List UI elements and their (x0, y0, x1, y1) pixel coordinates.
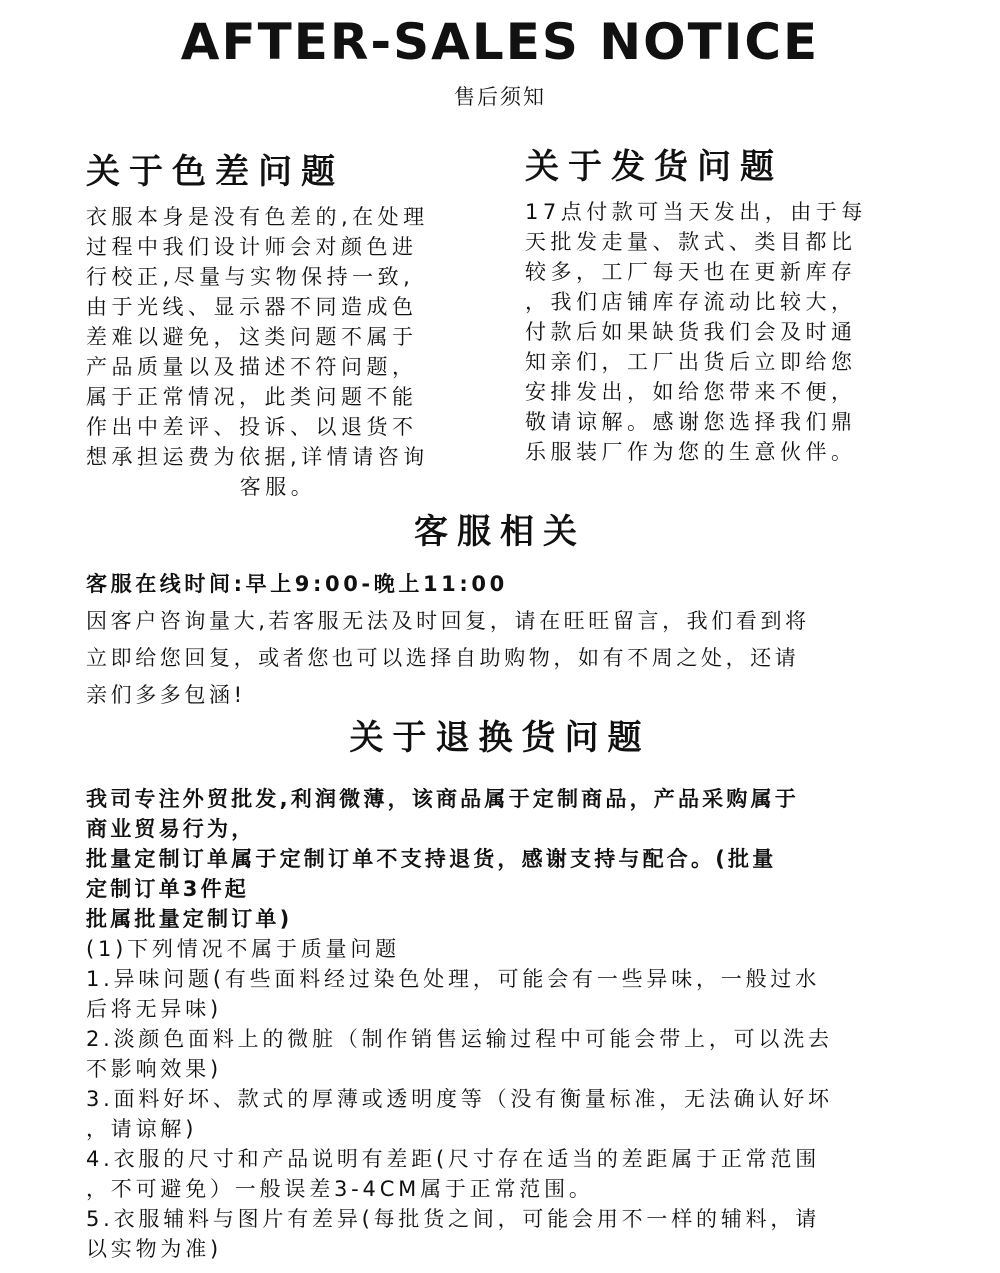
shipping-text-line: 知亲们，工厂出货后立即给您 (525, 350, 857, 374)
return-condition-line: 不影响效果) (86, 1057, 222, 1081)
color-text-line: 差难以避免，这类问题不属于 (86, 325, 418, 349)
service-hours: 客服在线时间:早上9:00-晚上11:00 (86, 572, 508, 596)
return-condition-line: 3.面料好坏、款式的厚薄或透明度等（没有衡量标准，无法确认好坏 (86, 1087, 833, 1111)
service-text-line: 因客户咨询量大,若客服无法及时回复，请在旺旺留言，我们看到将 (86, 609, 810, 633)
return-condition-line: 2.淡颜色面料上的微脏（制作销售运输过程中可能会带上，可以洗去 (86, 1027, 833, 1051)
return-policy-line: 批属批量定制订单) (86, 907, 293, 931)
return-condition-line: (1)下列情况不属于质量问题 (86, 937, 400, 961)
shipping-text-line: 17点付款可当天发出，由于每 (525, 200, 867, 224)
shipping-text-line: ，我们店铺库存流动比较大， (525, 290, 857, 314)
return-condition-line: 以实物为准) (86, 1237, 222, 1261)
service-text-line: 亲们多多包涵! (86, 683, 246, 707)
return-policy-line: 我司专注外贸批发,利润微薄，该商品属于定制商品，产品采购属于 (86, 787, 799, 811)
return-exchange-section (86, 784, 946, 1264)
page-subtitle: 售后须知 (454, 85, 546, 109)
color-text-line: 行校正,尽量与实物保持一致, (86, 265, 415, 289)
return-condition-line: 5.衣服辅料与图片有差异(每批货之间，可能会用不一样的辅料，请 (86, 1207, 821, 1231)
page-title: AFTER-SALES NOTICE (180, 13, 820, 71)
color-difference-heading: 关于色差问题 (86, 152, 344, 192)
color-text-line: 过程中我们设计师会对颜色进 (86, 235, 418, 259)
color-text-line: 由于光线、显示器不同造成色 (86, 295, 418, 319)
return-condition-line: 后将无异味) (86, 997, 222, 1021)
return-condition-line: ，请谅解) (86, 1117, 198, 1141)
return-policy-line: 定制订单3件起 (86, 877, 250, 901)
return-exchange-heading: 关于退换货问题 (349, 718, 651, 758)
service-text-line: 立即给您回复，或者您也可以选择自助购物，如有不周之处，还请 (86, 646, 800, 670)
color-text-line: 客服。 (239, 475, 317, 499)
return-condition-line: 4.衣服的尺寸和产品说明有差距(尺寸存在适当的差距属于正常范围 (86, 1147, 821, 1171)
return-policy-line: 批量定制订单属于定制订单不支持退货，感谢支持与配合。(批量 (86, 847, 777, 871)
shipping-section (525, 143, 945, 467)
customer-service-section (86, 566, 946, 714)
shipping-text-line: 安排发出，如给您带来不便， (525, 380, 857, 404)
shipping-heading: 关于发货问题 (525, 147, 783, 187)
return-policy-line: 商业贸易行为， (86, 817, 256, 841)
shipping-text-line: 敬请谅解。感谢您选择我们鼎 (525, 410, 857, 434)
color-text-line: 属于正常情况，此类问题不能 (86, 385, 418, 409)
return-condition-line: 1.异味问题(有些面料经过染色处理，可能会有一些异味，一般过水 (86, 967, 821, 991)
shipping-text-line: 付款后如果缺货我们会及时通 (525, 320, 857, 344)
shipping-text-line: 较多，工厂每天也在更新库存 (525, 260, 857, 284)
return-condition-line: ，不可避免）一般误差3-4CM属于正常范围。 (86, 1177, 594, 1201)
color-text-line: 产品质量以及描述不符问题， (86, 355, 418, 379)
color-difference-section (86, 148, 506, 502)
color-text-line: 想承担运费为依据,详情请咨询 (86, 445, 429, 469)
shipping-text-line: 乐服装厂作为您的生意伙伴。 (525, 440, 857, 464)
color-text-line: 作出中差评、投诉、以退货不 (86, 415, 418, 439)
color-text-line: 衣服本身是没有色差的,在处理 (86, 205, 429, 229)
shipping-text-line: 天批发走量、款式、类目都比 (525, 230, 857, 254)
customer-service-heading: 客服相关 (414, 512, 586, 552)
